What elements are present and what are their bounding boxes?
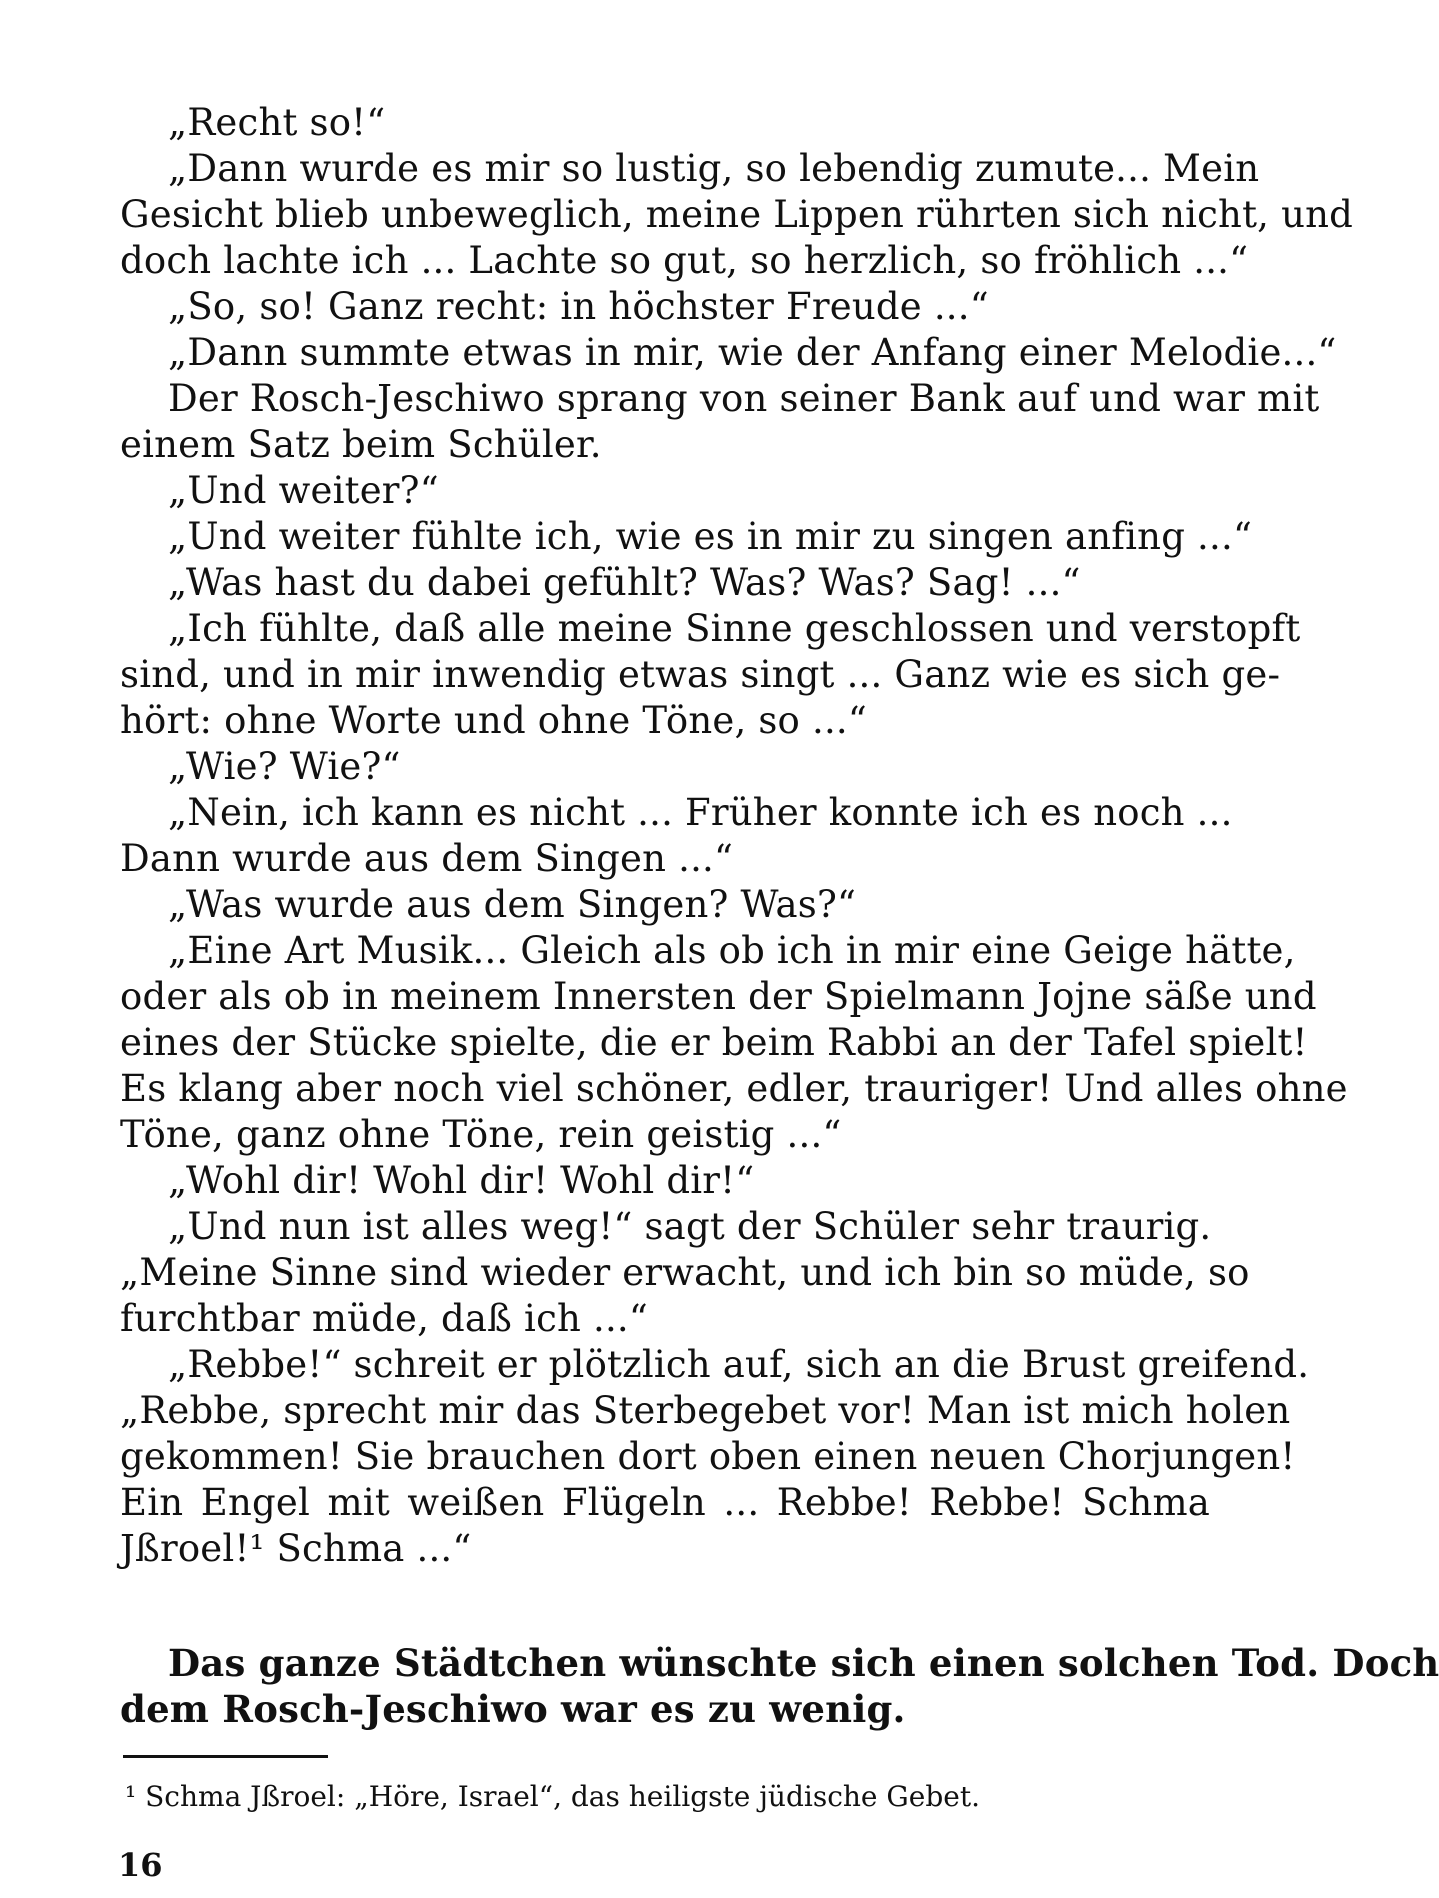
text-line: hört: ohne Worte und ohne Töne, so ...“	[120, 699, 867, 742]
text-line: „Meine Sinne sind wieder erwacht, und ich bin so müde, so	[120, 1251, 1250, 1294]
text-line: „Wohl dir! Wohl dir! Wohl dir!“	[168, 1159, 755, 1202]
text-line: „Was hast du dabei gefühlt? Was? Was? Sag! ...“	[168, 561, 1081, 604]
text-line: eines der Stücke spielte, die er beim Rabbi an der Tafel spielt!	[120, 1021, 1308, 1064]
text-line: „Wie? Wie?“	[168, 745, 401, 788]
text-line: „Eine Art Musik... Gleich als ob ich in mir eine Geige hätte,	[168, 929, 1296, 972]
text-line: oder als ob in meinem Innersten der Spielmann Jojne säße und	[120, 975, 1317, 1018]
text-line: „Rebbe, sprecht mir das Sterbegebet vor! Man ist mich holen	[120, 1389, 1291, 1432]
text-line: einem Satz beim Schüler.	[120, 423, 602, 466]
main-text	[120, 100, 1354, 1572]
text-line: gekommen! Sie brauchen dort oben einen neuen Chorjungen!	[120, 1435, 1296, 1478]
text-line: „Recht so!“	[168, 101, 386, 144]
closing-line: dem Rosch-Jeschiwo war es zu wenig.	[120, 1687, 906, 1731]
closing-line: Das ganze Städtchen wünschte sich einen solchen Tod. Doch	[168, 1641, 1439, 1685]
footnote: ¹ Schma Jßroel: „Höre, Israel“, das heiligste jüdische Gebet.	[125, 1780, 980, 1813]
text-line: Jßroel!¹ Schma ...“	[120, 1527, 472, 1570]
text-line: Töne, ganz ohne Töne, rein geistig ...“	[120, 1113, 842, 1156]
text-line: „Nein, ich kann es nicht ... Früher konnte ich es noch ...	[168, 791, 1233, 834]
text-line: furchtbar müde, daß ich ...“	[120, 1297, 649, 1340]
text-line: „Was wurde aus dem Singen? Was?“	[168, 883, 857, 926]
text-line: „Ich fühlte, daß alle meine Sinne geschlossen und verstopft	[168, 607, 1301, 650]
text-line: „Und weiter fühlte ich, wie es in mir zu singen anfing ...“	[168, 515, 1253, 558]
footnote-divider	[123, 1755, 328, 1758]
text-line: doch lachte ich ... Lachte so gut, so herzlich, so fröhlich ...“	[120, 239, 1249, 282]
text-line: Dann wurde aus dem Singen ...“	[120, 837, 734, 880]
text-line: „Dann summte etwas in mir, wie der Anfang einer Melodie...“	[168, 331, 1337, 374]
closing-paragraph	[120, 1640, 1439, 1732]
text-line: „Und weiter?“	[168, 469, 439, 512]
text-line: Gesicht blieb unbeweglich, meine Lippen rührten sich nicht, und	[120, 193, 1354, 236]
text-line: Ein Engel mit weißen Flügeln ... Rebbe! Rebbe! Schma	[120, 1481, 1210, 1524]
text-line: Der Rosch-Jeschiwo sprang von seiner Bank auf und war mit	[168, 377, 1320, 420]
page-number: 16	[118, 1846, 163, 1884]
text-line: „Rebbe!“ schreit er plötzlich auf, sich an die Brust greifend.	[168, 1343, 1310, 1386]
text-line: Es klang aber noch viel schöner, edler, trauriger! Und alles ohne	[120, 1067, 1348, 1110]
text-line: „So, so! Ganz recht: in höchster Freude ...“	[168, 285, 989, 328]
text-line: sind, und in mir inwendig etwas singt ... Ganz wie es sich ge-	[120, 653, 1281, 696]
text-line: „Dann wurde es mir so lustig, so lebendig zumute... Mein	[168, 147, 1260, 190]
text-line: „Und nun ist alles weg!“ sagt der Schüler sehr traurig.	[168, 1205, 1212, 1248]
